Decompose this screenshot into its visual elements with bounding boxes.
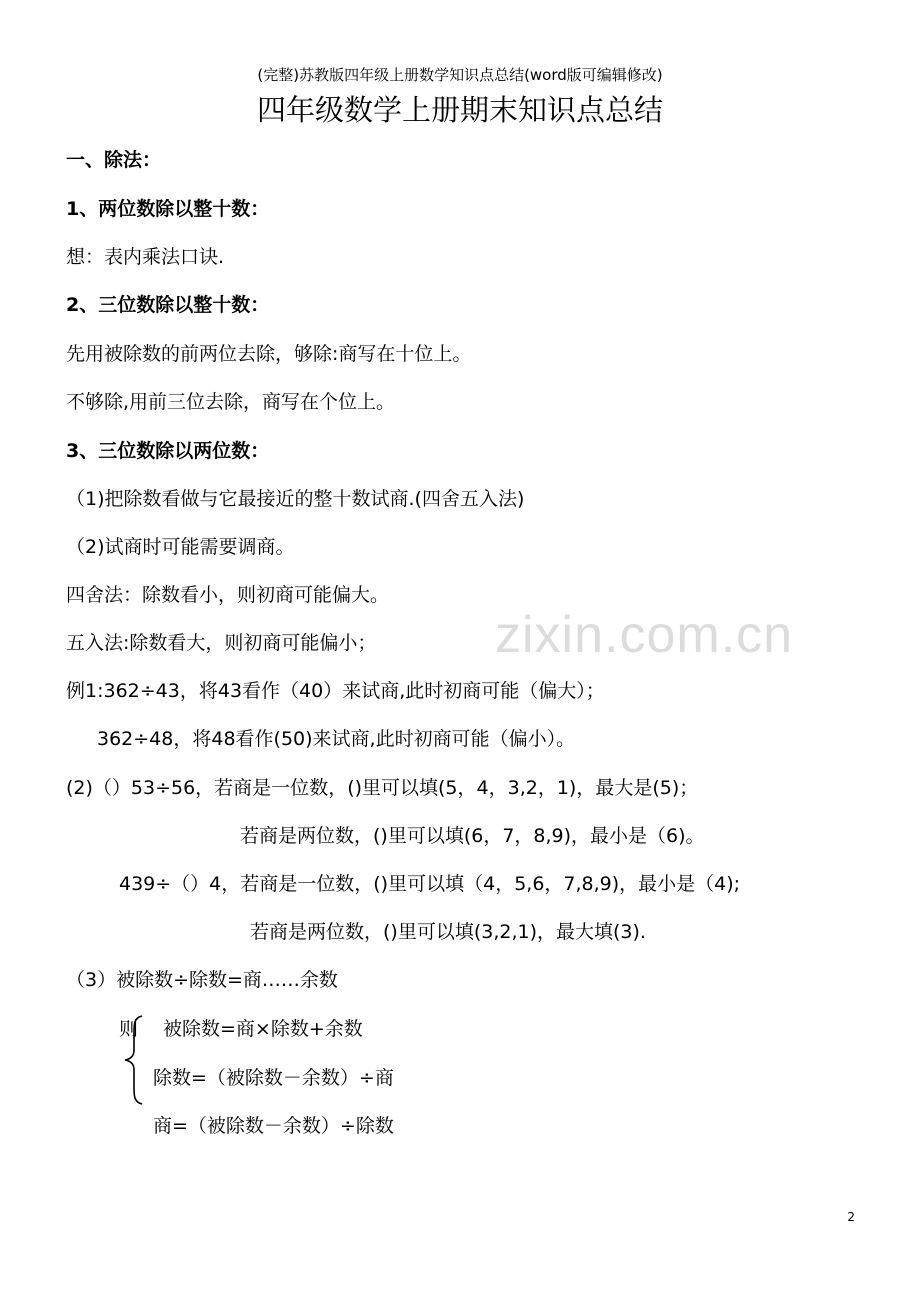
subheading-1: 1、两位数除以整十数： [66, 198, 270, 220]
division-relation: （3）被除数÷除数=商……余数 [66, 969, 338, 991]
sub3-line: （2)试商时可能需要调商。 [66, 536, 295, 558]
page-number: 2 [847, 1210, 855, 1224]
sub1-text: 想：表内乘法口诀. [66, 246, 225, 268]
formula-dividend: 被除数=商×除数+余数 [163, 1018, 363, 1040]
section-heading-division: 一、除法： [66, 149, 162, 171]
example-line: 439÷（）4，若商是一位数，()里可以填（4，5,6，7,8,9)，最小是（4); [119, 873, 741, 895]
watermark: zixin.com.cn [495, 606, 794, 664]
example-line: 若商是两位数，()里可以填(6，7，8,9)，最小是（6)。 [240, 825, 705, 847]
brace-icon [118, 1014, 146, 1106]
sub2-line: 不够除,用前三位去除，商写在个位上。 [66, 391, 396, 413]
sub2-line: 先用被除数的前两位去除，够除:商写在十位上。 [66, 343, 472, 365]
subheading-3: 3、三位数除以两位数： [66, 440, 270, 462]
formula-divisor: 除数=（被除数－余数）÷商 [153, 1067, 394, 1089]
formula-quotient: 商=（被除数－余数）÷除数 [153, 1115, 394, 1137]
example-line: 362÷48，将48看作(50)来试商,此时初商可能（偏小）。 [97, 728, 576, 750]
page-title: 四年级数学上册期末知识点总结 [256, 93, 663, 127]
sub3-line: 五入法:除数看大，则初商可能偏小； [66, 632, 377, 654]
sub3-line: （1)把除数看做与它最接近的整十数试商.(四舍五入法) [66, 488, 525, 510]
document-header: (完整)苏教版四年级上册数学知识点总结(word版可编辑修改) [257, 66, 663, 84]
subheading-2: 2、三位数除以整十数： [66, 294, 270, 316]
example-line: 例1:362÷43，将43看作（40）来试商,此时初商可能（偏大）； [66, 680, 605, 702]
formula-prefix: 则 [119, 1018, 139, 1040]
sub3-line: 四舍法：除数看小，则初商可能偏大。 [66, 584, 390, 606]
example-line: (2)（）53÷56，若商是一位数，()里可以填(5，4，3,2，1)，最大是(5)； [66, 777, 699, 799]
example-line: 若商是两位数，()里可以填(3,2,1)，最大填(3). [250, 921, 646, 943]
